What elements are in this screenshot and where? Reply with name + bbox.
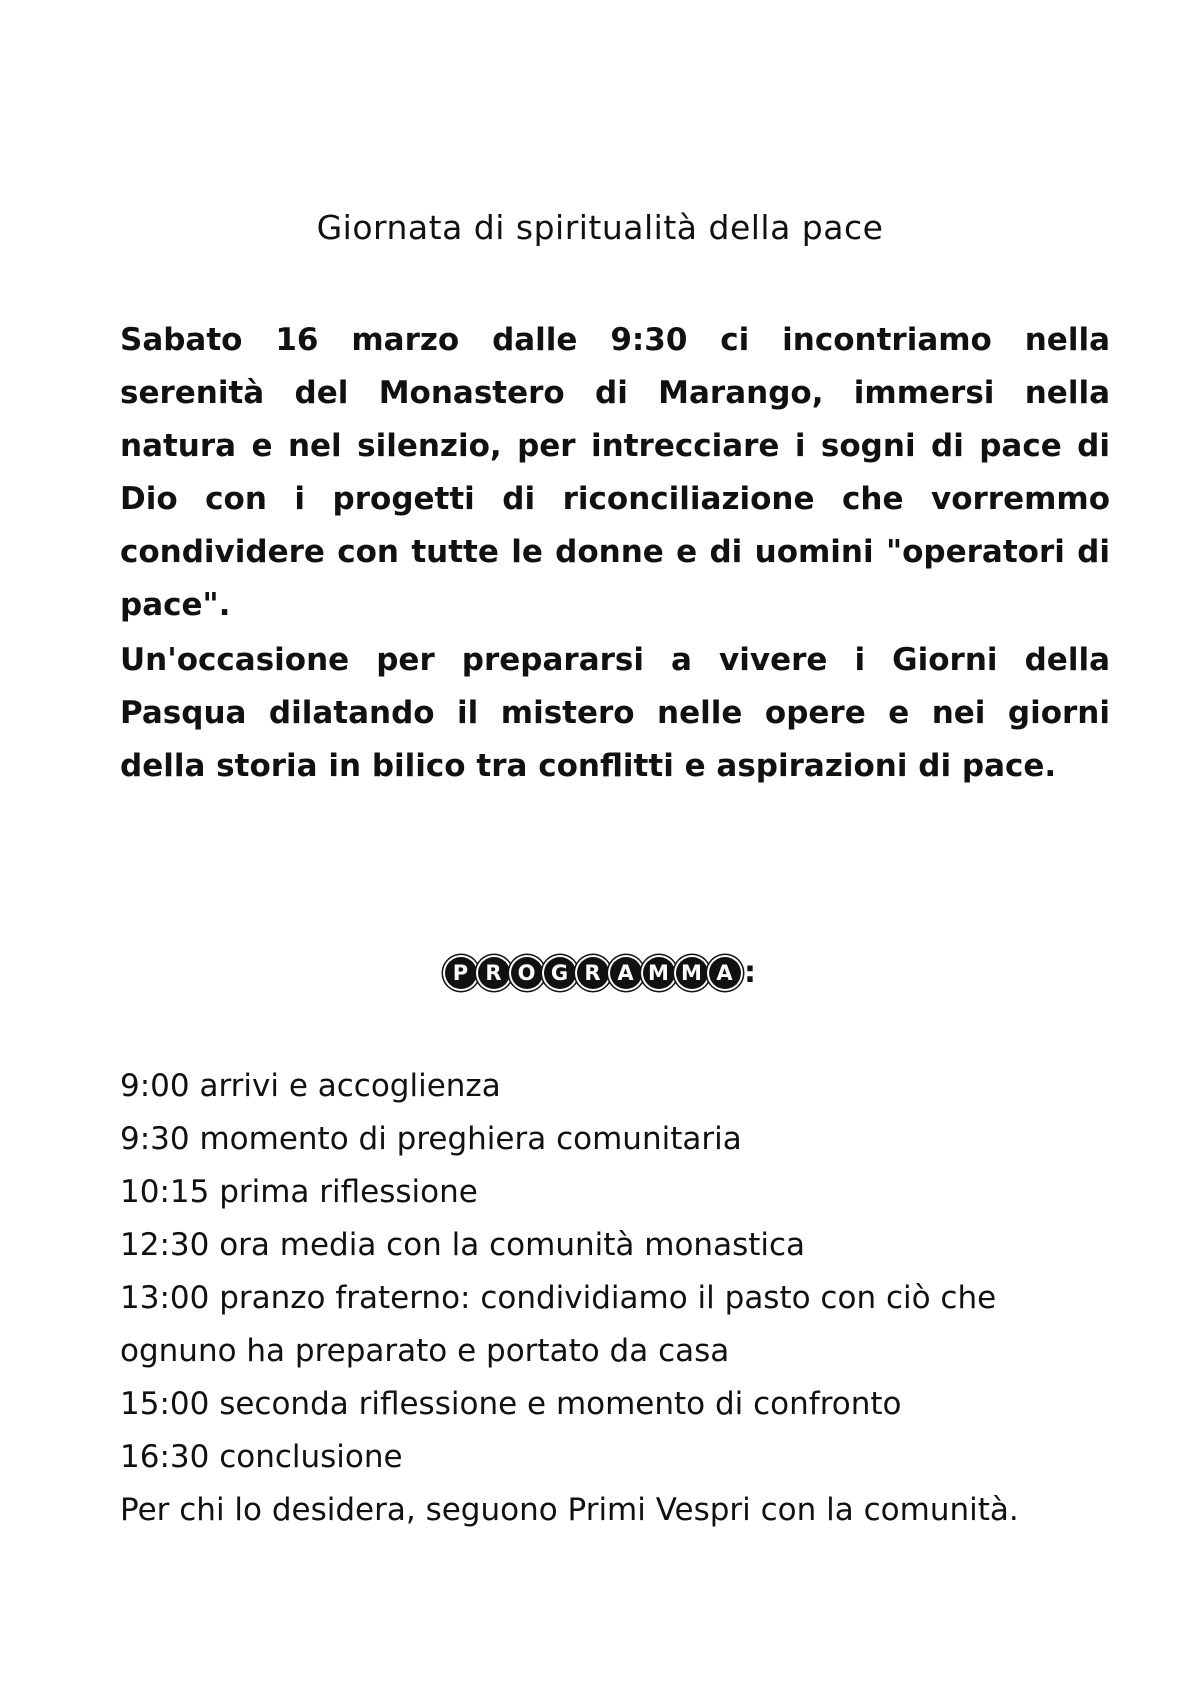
schedule-item: 16:30 conclusione xyxy=(120,1439,403,1475)
circled-letter: R xyxy=(478,957,510,989)
programma-colon: : xyxy=(744,955,756,990)
programma-heading xyxy=(0,955,1200,990)
schedule-item: 9:00 arrivi e accoglienza xyxy=(120,1068,501,1104)
easter-paragraph: Un'occasione per prepararsi a vivere i Giorni della Pasqua dilatando il mistero nelle opere e nei giorni della storia in bilico tra conflitti e aspirazioni di pace. xyxy=(120,642,1110,784)
circled-letter: A xyxy=(610,957,642,989)
schedule-item: 9:30 momento di preghiera comunitaria xyxy=(120,1121,742,1157)
circled-letter: P xyxy=(445,957,477,989)
circled-letter: G xyxy=(544,957,576,989)
circled-letter: R xyxy=(577,957,609,989)
schedule-item: 12:30 ora media con la comunità monastica xyxy=(120,1227,806,1263)
schedule-list xyxy=(120,1060,1110,1537)
schedule-item: 13:00 pranzo fraterno: condividiamo il pasto con ciò che ognuno ha preparato e portato da casa xyxy=(120,1280,997,1369)
intro-paragraph: Sabato 16 marzo dalle 9:30 ci incontriamo nella serenità del Monastero di Marango, immersi nella natura e nel silenzio, per intrecciare i sogni di pace di Dio con i progetti di riconciliazione che vorremmo condividere con tutte le donne e di uomini "operatori di pace". xyxy=(120,322,1110,623)
circled-letter: M xyxy=(643,957,675,989)
circled-letter: M xyxy=(676,957,708,989)
schedule-item: 15:00 seconda riflessione e momento di confronto xyxy=(120,1386,902,1422)
schedule-item: Per chi lo desidera, seguono Primi Vespri con la comunità. xyxy=(120,1492,1019,1528)
page-title: Giornata di spiritualità della pace xyxy=(316,208,884,247)
schedule-item: 10:15 prima riflessione xyxy=(120,1174,478,1210)
circled-letter: A xyxy=(709,957,741,989)
circled-letter: O xyxy=(511,957,543,989)
